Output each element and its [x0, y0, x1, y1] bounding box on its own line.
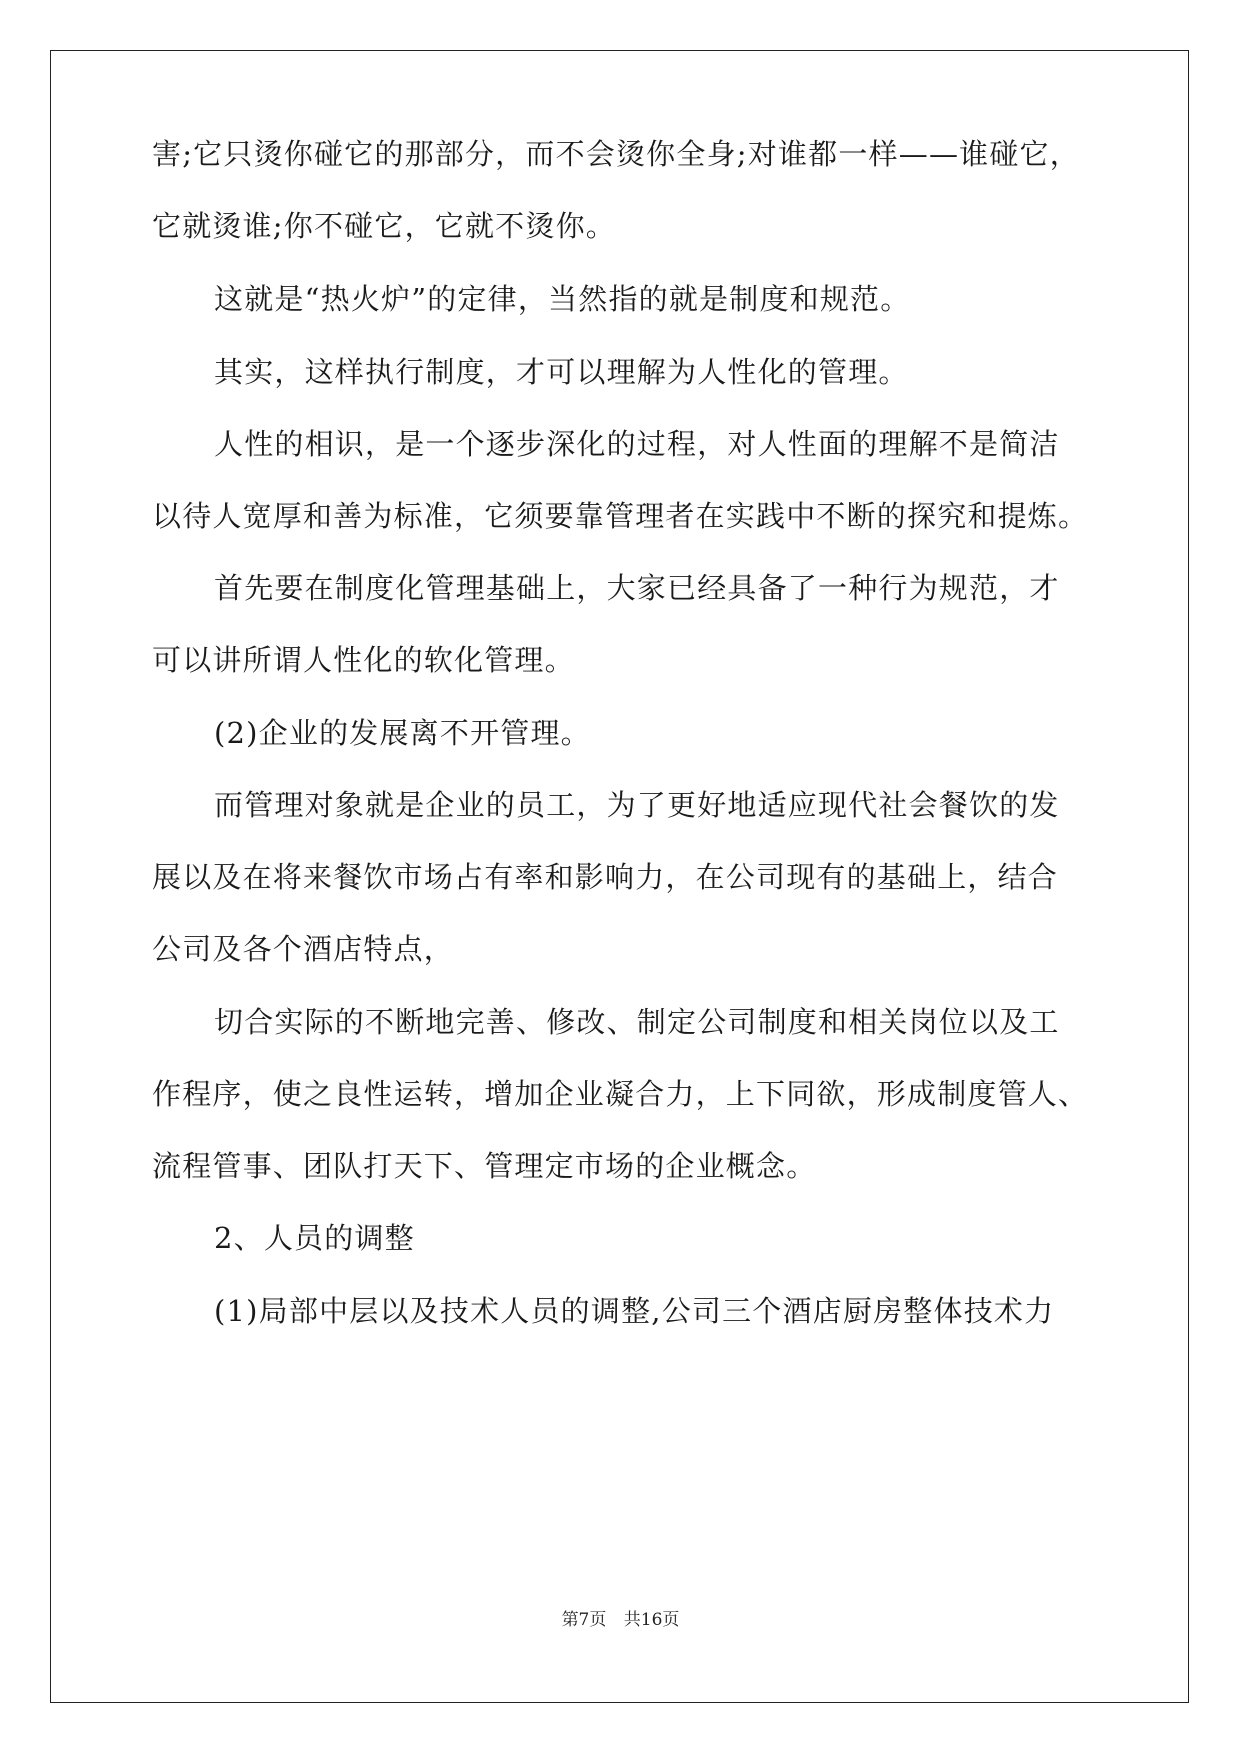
page-footer — [0, 1605, 1241, 1630]
text-line: (2)企业的发展离不开管理。 — [214, 716, 591, 750]
text-line: 展以及在将来餐饮市场占有率和影响力，在公司现有的基础上，结合 — [152, 860, 1059, 894]
text-line: 它就烫谁;你不碰它，它就不烫你。 — [152, 209, 616, 243]
text-line: 切合实际的不断地完善、修改、制定公司制度和相关岗位以及工 — [214, 1005, 1060, 1039]
text-line: 人性的相识，是一个逐步深化的过程，对人性面的理解不是简洁 — [214, 427, 1060, 461]
text-line: 这就是“热火炉”的定律，当然指的就是制度和规范。 — [214, 282, 911, 316]
text-line: 其实，这样执行制度，才可以理解为人性化的管理。 — [214, 355, 909, 389]
page-number: 第7页 — [561, 1610, 607, 1630]
text-line: 公司及各个酒店特点， — [152, 932, 455, 966]
page-total: 共16页 — [623, 1610, 680, 1630]
text-line: 2、人员的调整 — [214, 1221, 415, 1255]
text-line: 而管理对象就是企业的员工，为了更好地适应现代社会餐饮的发 — [214, 788, 1060, 822]
text-line: 可以讲所谓人性化的软化管理。 — [152, 643, 575, 677]
text-line: 流程管事、团队打天下、管理定市场的企业概念。 — [152, 1149, 817, 1183]
text-line: 首先要在制度化管理基础上，大家已经具备了一种行为规范，才 — [214, 571, 1060, 605]
text-line: 作程序，使之良性运转，增加企业凝合力，上下同欲，形成制度管人、 — [152, 1077, 1089, 1111]
text-line: (1)局部中层以及技术人员的调整,公司三个酒店厨房整体技术力 — [214, 1294, 1055, 1328]
text-line: 害;它只烫你碰它的那部分，而不会烫你全身;对谁都一样——谁碰它， — [152, 137, 1080, 171]
text-line: 以待人宽厚和善为标准，它须要靠管理者在实践中不断的探究和提炼。 — [152, 499, 1089, 533]
